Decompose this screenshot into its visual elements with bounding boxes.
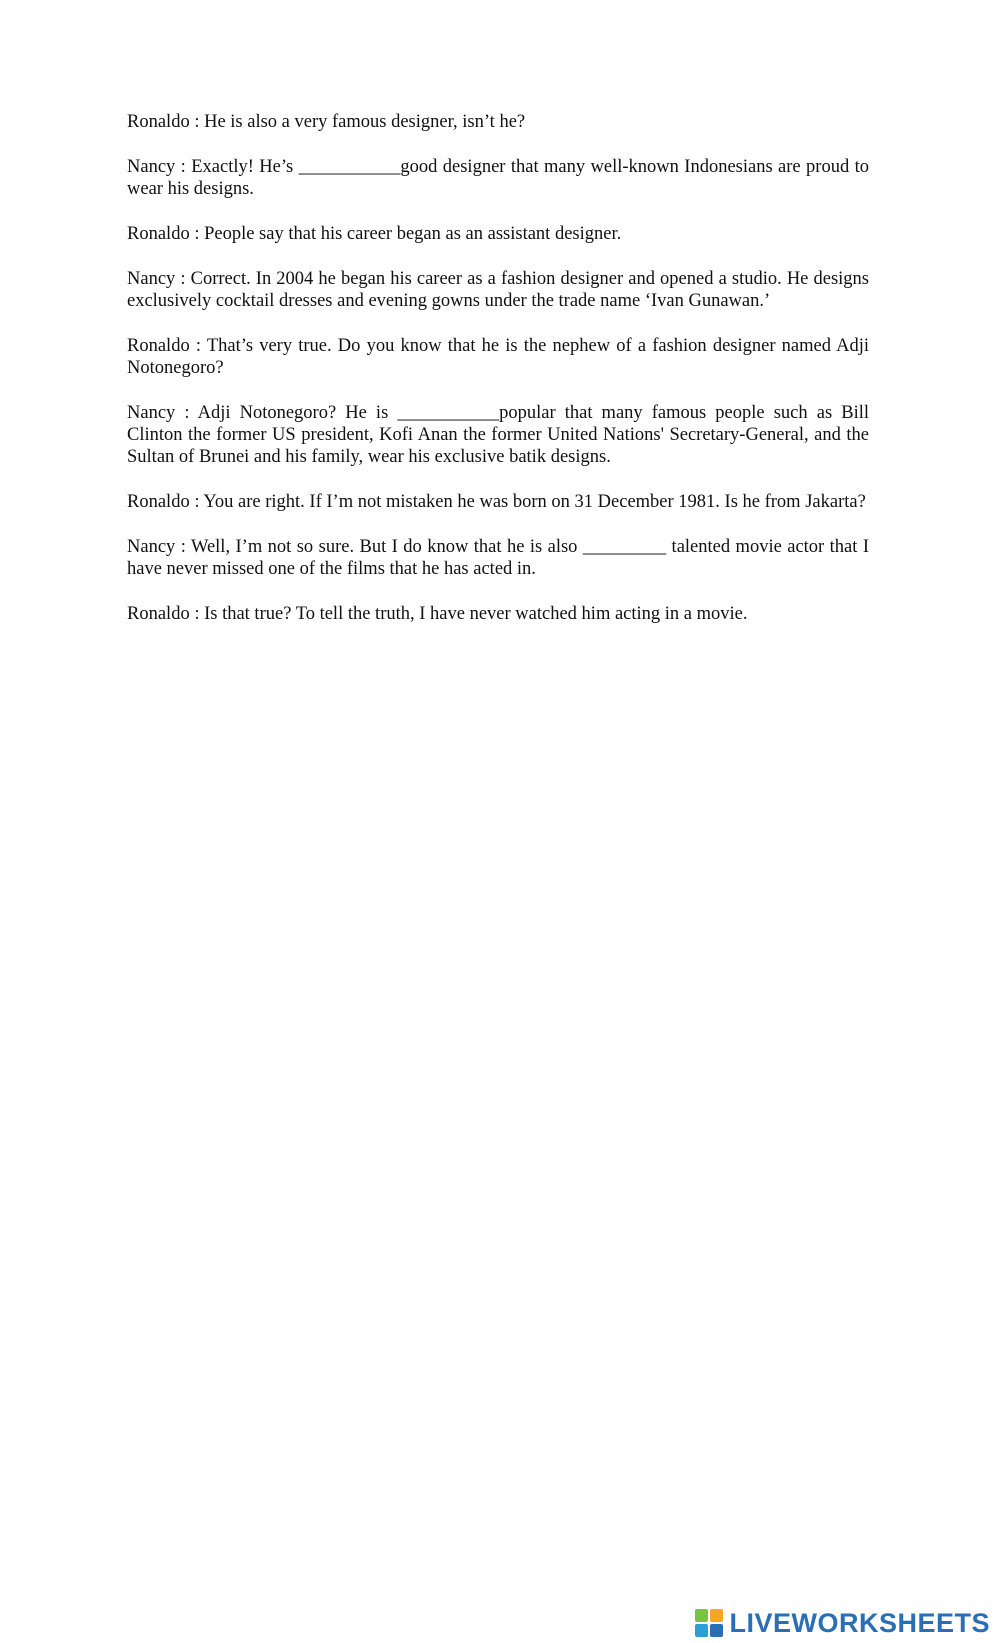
dialogue-line-5: Ronaldo : That’s very true. Do you know that he is the nephew of a fashion designer named Adji Notonegoro? bbox=[127, 336, 869, 378]
liveworksheets-logo-icon bbox=[695, 1609, 723, 1637]
logo-square-2 bbox=[710, 1609, 723, 1622]
logo-square-4 bbox=[710, 1624, 723, 1637]
dialogue-line-1: Ronaldo : He is also a very famous designer, isn’t he? bbox=[127, 112, 526, 132]
logo-square-1 bbox=[695, 1609, 708, 1622]
logo-text: LIVEWORKSHEETS bbox=[729, 1607, 990, 1638]
logo-square-3 bbox=[695, 1624, 708, 1637]
dialogue-line-3: Ronaldo : People say that his career began as an assistant designer. bbox=[127, 224, 622, 244]
dialogue-line-9: Ronaldo : Is that true? To tell the truth, I have never watched him acting in a movie. bbox=[127, 604, 748, 624]
liveworksheets-logo bbox=[695, 1605, 990, 1641]
dialogue-line-7: Ronaldo : You are right. If I’m not mistaken he was born on 31 December 1981. Is he from Jakarta? bbox=[127, 492, 866, 512]
dialogue-line-2: Nancy : Exactly! He’s ___________good designer that many well-known Indonesians are proud to wear his designs. bbox=[127, 157, 869, 199]
dialogue-text bbox=[127, 111, 869, 648]
dialogue-line-6: Nancy : Adji Notonegoro? He is ___________popular that many famous people such as Bill Clinton the former US president, Kofi Anan the former United Nations' Secretary-General, and the Sultan of Brunei and his family, wear his exclusive batik designs. bbox=[127, 403, 869, 467]
dialogue-line-4: Nancy : Correct. In 2004 he began his career as a fashion designer and opened a studio. He designs exclusively cocktail dresses and evening gowns under the trade name ‘Ivan Gunawan.’ bbox=[127, 269, 869, 311]
dialogue-line-8: Nancy : Well, I’m not so sure. But I do know that he is also _________ talented movie actor that I have never missed one of the films that he has acted in. bbox=[127, 537, 869, 579]
